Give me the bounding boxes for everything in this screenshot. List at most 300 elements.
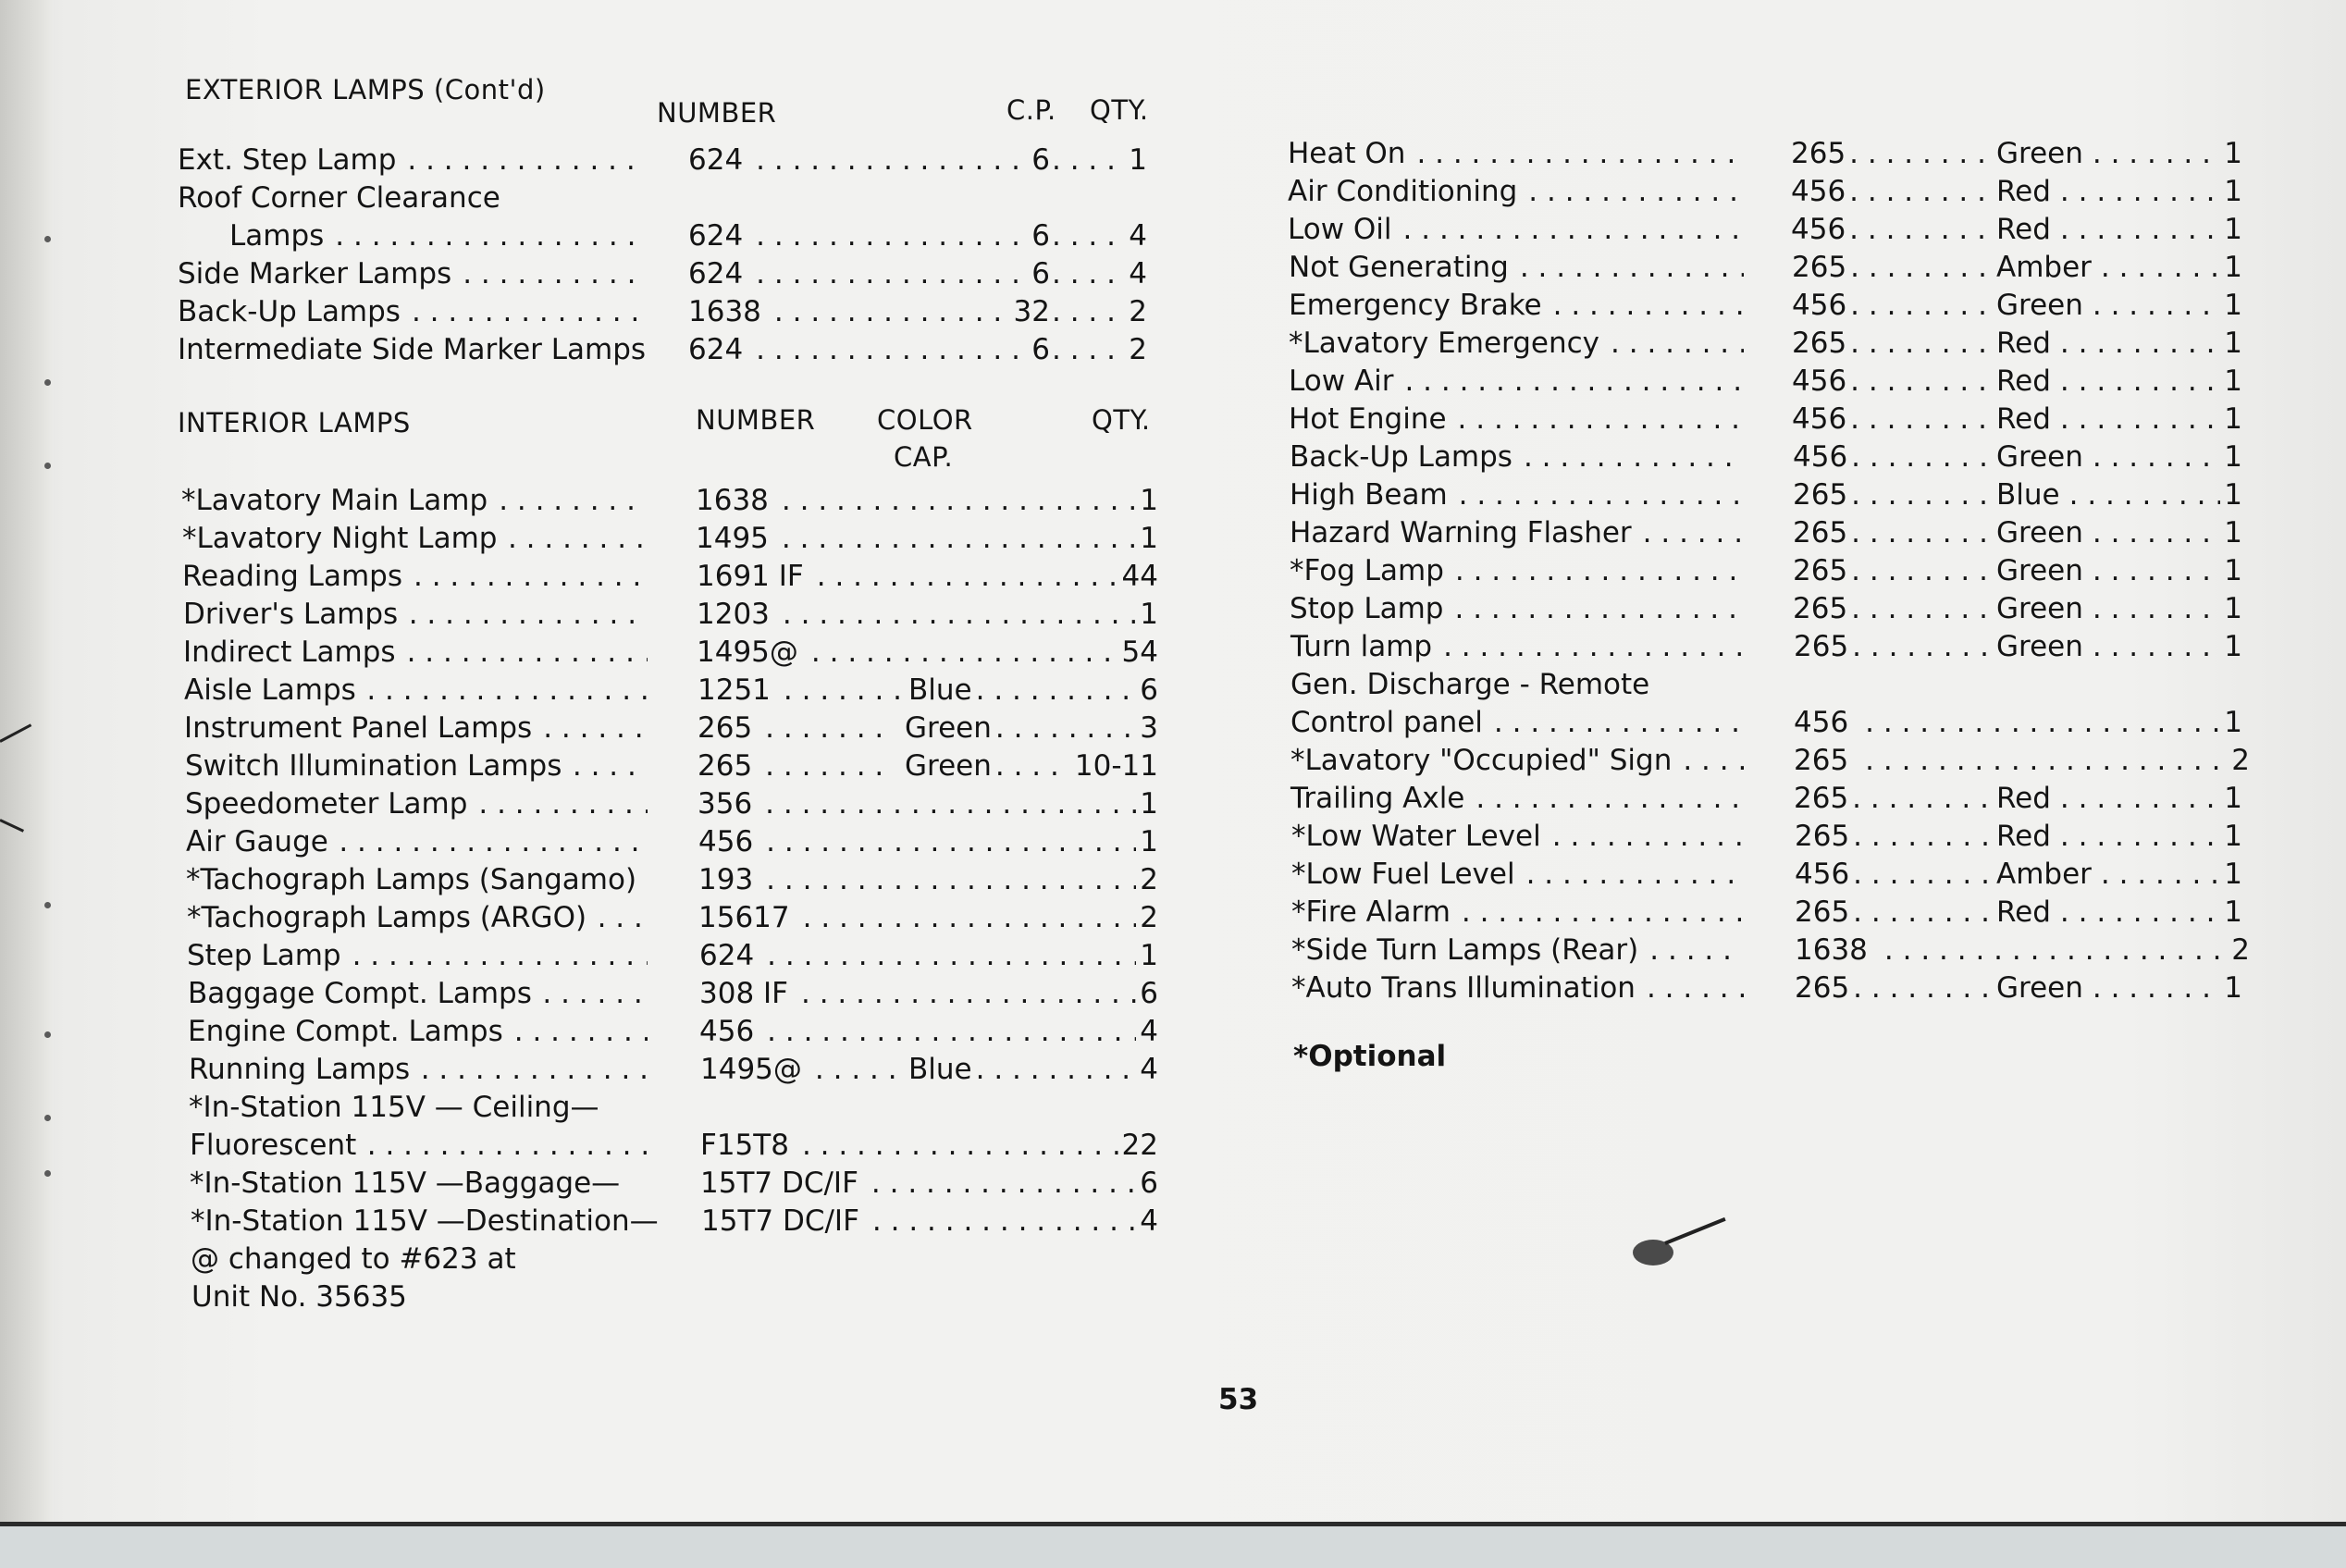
dot-leader <box>1552 817 1744 856</box>
lamp-name: *Lavatory Main Lamp <box>181 484 488 517</box>
indicator-name: *Low Water Level <box>1291 820 1541 853</box>
lamp-name: Indirect Lamps <box>183 636 396 669</box>
indicator-name: Air Conditioning <box>1288 175 1518 208</box>
lamp-quantity: 1 <box>2224 364 2242 398</box>
dot-leader <box>367 1126 648 1165</box>
dot-leader <box>478 784 648 823</box>
exterior-number-header: NUMBER <box>657 97 777 129</box>
binding-hole-mark <box>44 1170 51 1177</box>
indicator-name: Hot Engine <box>1289 402 1447 436</box>
dot-leader <box>1052 141 1125 179</box>
dot-leader <box>2093 438 2220 476</box>
lens-color: Red <box>1996 327 2051 360</box>
dot-leader <box>407 633 648 672</box>
dot-leader <box>1852 627 1994 666</box>
bulb-number: 265 <box>1793 516 1848 549</box>
lamp-quantity: 4 <box>1140 1015 1158 1048</box>
bulb-number: 265 <box>698 711 753 745</box>
lens-color: Blue <box>908 1053 972 1086</box>
lamp-quantity: 6 <box>1140 673 1158 707</box>
dot-leader <box>2069 475 2221 514</box>
page-bottom-edge <box>0 1522 2346 1568</box>
lamp-name: Lamps <box>229 219 325 253</box>
lamp-name: Roof Corner Clearance <box>178 181 500 215</box>
dot-leader <box>1850 248 1994 287</box>
dot-leader <box>2060 893 2220 932</box>
dot-leader <box>802 1126 1118 1165</box>
lamp-quantity: 54 <box>1121 636 1158 669</box>
lamp-quantity: 1 <box>2224 895 2242 929</box>
dot-leader <box>1494 703 1744 742</box>
lamp-quantity: 1 <box>2224 554 2242 587</box>
dot-leader <box>352 936 648 975</box>
lamp-quantity: 44 <box>1121 560 1158 593</box>
lens-color: Red <box>1996 364 2051 398</box>
lamp-name: Ext. Step Lamp <box>178 143 397 177</box>
dot-leader <box>871 1164 1136 1203</box>
indicator-name: *Fire Alarm <box>1291 895 1451 929</box>
dot-leader <box>782 481 1136 520</box>
interior-number-header: NUMBER <box>696 404 816 436</box>
dot-leader <box>1884 931 2228 969</box>
dot-leader <box>1851 551 1994 590</box>
indicator-name: Turn lamp <box>1290 630 1433 663</box>
lamp-name: *Lavatory Night Lamp <box>182 522 498 555</box>
dot-leader <box>1853 855 1994 894</box>
lamp-name: Side Marker Lamps <box>178 257 452 290</box>
indicator-name: Hazard Warning Flasher <box>1290 516 1632 549</box>
lamp-name: Intermediate Side Marker Lamps <box>178 333 647 366</box>
exterior-qty-header: QTY. <box>1090 94 1149 126</box>
binding-hole-mark <box>44 236 51 242</box>
bulb-number: 1638 <box>1795 933 1868 967</box>
indicator-name: High Beam <box>1290 478 1448 512</box>
bulb-number: 456 <box>699 1015 755 1048</box>
bulb-number: 1638 <box>688 295 761 328</box>
dot-leader <box>339 822 648 861</box>
bulb-number: 193 <box>698 863 754 896</box>
dot-leader <box>801 974 1136 1013</box>
lamp-quantity: 1 <box>1140 787 1158 821</box>
bulb-number: 624 <box>688 143 744 177</box>
bulb-number: 265 <box>1794 744 1849 777</box>
lamp-quantity: 2 <box>2231 933 2250 967</box>
dot-leader <box>2093 513 2220 552</box>
dot-leader <box>366 671 648 710</box>
dot-leader <box>766 860 1136 899</box>
lamp-quantity: 1 <box>2224 251 2242 284</box>
lamp-quantity: 1 <box>1129 143 1147 177</box>
dot-leader <box>2060 172 2220 211</box>
lamp-quantity: 2 <box>2231 744 2250 777</box>
lens-color: Amber <box>1996 858 2092 891</box>
lamp-quantity: 1 <box>1140 939 1158 972</box>
dot-leader <box>412 292 638 331</box>
bulb-number: 456 <box>1792 364 1847 398</box>
indicator-name: Gen. Discharge - Remote <box>1290 668 1650 701</box>
binding-hole-mark <box>44 1115 51 1121</box>
dot-leader <box>2060 400 2220 438</box>
lamp-quantity: 1 <box>1140 598 1158 631</box>
dot-leader <box>1850 362 1994 401</box>
lamp-quantity: 10-11 <box>1074 749 1158 783</box>
dot-leader <box>2101 248 2220 287</box>
lens-color: Green <box>1996 440 2083 474</box>
bulb-number: 15T7 DC/IF <box>701 1204 859 1238</box>
dot-leader <box>817 557 1118 596</box>
lens-color: Red <box>1996 402 2051 436</box>
bulb-number: 1203 <box>697 598 770 631</box>
lamp-name: Air Gauge <box>186 825 328 858</box>
dot-leader <box>811 633 1118 672</box>
dot-leader <box>508 519 648 558</box>
lamp-quantity: 1 <box>2224 289 2242 322</box>
lamp-quantity: 1 <box>2224 630 2242 663</box>
dot-leader <box>2093 134 2220 173</box>
dot-leader <box>1553 286 1744 325</box>
lamp-quantity: 2 <box>1129 295 1147 328</box>
lens-color: Red <box>1996 213 2051 246</box>
bulb-number: 265 <box>1791 137 1846 170</box>
dot-leader <box>2093 286 2220 325</box>
indicator-name: Back-Up Lamps <box>1290 440 1513 474</box>
dot-leader <box>463 254 638 293</box>
bulb-number: 1495@ <box>700 1053 802 1086</box>
dot-leader <box>756 216 1028 255</box>
candle-power: 6 <box>1031 257 1050 290</box>
lamp-name: Instrument Panel Lamps <box>184 711 533 745</box>
indicator-name: *Fog Lamp <box>1290 554 1444 587</box>
dot-leader <box>782 519 1136 558</box>
lamp-quantity: 1 <box>2224 782 2242 815</box>
bulb-number: 456 <box>1792 289 1847 322</box>
dot-leader <box>1403 210 1744 249</box>
lamp-quantity: 1 <box>1140 484 1158 517</box>
dot-leader <box>2060 210 2220 249</box>
indicator-name: Heat On <box>1288 137 1406 170</box>
dot-leader <box>1052 330 1125 369</box>
dot-leader <box>573 747 648 785</box>
dot-leader <box>543 709 648 747</box>
interior-qty-header: QTY. <box>1092 404 1151 436</box>
lamp-quantity: 1 <box>2224 137 2242 170</box>
bulb-number: 1691 IF <box>697 560 804 593</box>
dot-leader <box>976 1050 1137 1089</box>
dot-leader <box>2060 362 2220 401</box>
dot-leader <box>774 292 1010 331</box>
dot-leader <box>1611 324 1744 363</box>
dot-leader <box>767 1012 1136 1051</box>
dot-leader <box>872 1202 1136 1241</box>
bulb-number: 456 <box>1795 858 1850 891</box>
lamp-name: Reading Lamps <box>182 560 402 593</box>
binding-hole-mark <box>44 902 51 908</box>
lamp-quantity: 1 <box>2224 820 2242 853</box>
lens-color: Green <box>1996 137 2083 170</box>
lamp-quantity: 4 <box>1140 1204 1158 1238</box>
dot-leader <box>335 216 638 255</box>
dot-leader <box>765 784 1136 823</box>
dot-leader <box>1850 400 1994 438</box>
lamp-quantity: 1 <box>1140 825 1158 858</box>
dot-leader <box>1853 969 1994 1007</box>
lens-color: Green <box>905 749 992 783</box>
binding-spine <box>0 0 54 1522</box>
dot-leader <box>995 709 1136 747</box>
lamp-quantity: 1 <box>2224 516 2242 549</box>
lamp-name: *In-Station 115V — Ceiling— <box>189 1091 599 1124</box>
lens-color: Red <box>1996 782 2051 815</box>
lamp-quantity: 4 <box>1129 219 1147 253</box>
dot-leader <box>1850 286 1994 325</box>
exterior-section-title: EXTERIOR LAMPS (Cont'd) <box>185 74 546 105</box>
dot-leader <box>1851 438 1994 476</box>
dot-leader <box>1649 931 1744 969</box>
dot-leader <box>2060 817 2220 856</box>
dot-leader <box>1528 172 1744 211</box>
lamp-quantity: 1 <box>2224 213 2242 246</box>
dot-leader <box>414 557 648 596</box>
bulb-number: 624 <box>688 219 744 253</box>
lamp-quantity: 1 <box>2224 971 2242 1005</box>
lens-color: Green <box>1996 554 2083 587</box>
bulb-number: 624 <box>688 333 744 366</box>
lamp-name: *Tachograph Lamps (ARGO) <box>187 901 587 934</box>
dot-leader <box>756 254 1028 293</box>
bulb-number: 308 IF <box>699 977 788 1010</box>
dot-leader <box>1476 779 1744 818</box>
indicator-name: Low Air <box>1289 364 1394 398</box>
indicator-name: Trailing Axle <box>1290 782 1465 815</box>
dot-leader <box>1455 551 1744 590</box>
dot-leader <box>2093 969 2220 1007</box>
dot-leader <box>1524 438 1744 476</box>
lamp-quantity: 1 <box>2224 440 2242 474</box>
dot-leader <box>1643 513 1744 552</box>
bulb-number: 456 <box>1791 213 1846 246</box>
indicator-name: Low Oil <box>1288 213 1392 246</box>
dot-leader <box>756 141 1028 179</box>
bulb-number: 1251 <box>698 673 771 707</box>
dot-leader <box>421 1050 648 1089</box>
lamp-name: Unit No. 35635 <box>191 1280 407 1314</box>
bulb-number: 356 <box>698 787 753 821</box>
lamp-name: Back-Up Lamps <box>178 295 401 328</box>
indicator-name: *Side Turn Lamps (Rear) <box>1291 933 1639 967</box>
lens-color: Red <box>1996 175 2051 208</box>
bulb-number: 456 <box>698 825 754 858</box>
lens-color: Blue <box>908 673 972 707</box>
dot-leader <box>1404 362 1744 401</box>
dot-leader <box>1052 254 1125 293</box>
dot-leader <box>1683 741 1744 780</box>
lamp-quantity: 1 <box>2224 402 2242 436</box>
lamp-quantity: 2 <box>1140 901 1158 934</box>
lamp-quantity: 1 <box>1140 522 1158 555</box>
indicator-name: *Lavatory "Occupied" Sign <box>1290 744 1673 777</box>
bulb-number: 456 <box>1791 175 1846 208</box>
bulb-number: 265 <box>1793 554 1848 587</box>
bulb-number: 1495 <box>696 522 769 555</box>
lamp-name: *In-Station 115V —Baggage— <box>190 1167 621 1200</box>
lamp-name: Speedometer Lamp <box>185 787 468 821</box>
bulb-number: 265 <box>1793 592 1848 625</box>
bulb-number: 624 <box>688 257 744 290</box>
lamp-quantity: 22 <box>1121 1129 1158 1162</box>
dot-leader <box>1853 817 1994 856</box>
candle-power: 6 <box>1031 219 1050 253</box>
dot-leader <box>1462 893 1744 932</box>
lens-color: Red <box>1996 820 2051 853</box>
bulb-number: 15T7 DC/IF <box>700 1167 858 1200</box>
lamp-quantity: 6 <box>1140 1167 1158 1200</box>
interior-section-title: INTERIOR LAMPS <box>178 407 411 438</box>
dot-leader <box>2093 589 2220 628</box>
lamp-quantity: 1 <box>2224 858 2242 891</box>
bulb-number: 265 <box>1795 971 1850 1005</box>
lamp-name: Aisle Lamps <box>184 673 356 707</box>
dot-leader <box>1520 248 1744 287</box>
dot-leader <box>2093 627 2220 666</box>
dot-leader <box>2093 551 2220 590</box>
lamp-quantity: 4 <box>1140 1053 1158 1086</box>
lamp-name: *In-Station 115V —Destination— <box>191 1204 659 1238</box>
dot-leader <box>1850 324 1994 363</box>
candle-power: 32 <box>1013 295 1050 328</box>
dot-leader <box>1865 741 2228 780</box>
dot-leader <box>976 671 1137 710</box>
lens-color: Green <box>1996 516 2083 549</box>
bulb-number: 265 <box>1794 630 1849 663</box>
bulb-number: 15617 <box>698 901 790 934</box>
dot-leader <box>1416 134 1744 173</box>
lamp-name: Switch Illumination Lamps <box>185 749 562 783</box>
dot-leader <box>1851 513 1994 552</box>
bulb-number: 456 <box>1793 440 1848 474</box>
dot-leader <box>995 747 1071 785</box>
bulb-number: 1638 <box>696 484 769 517</box>
lamp-name: Baggage Compt. Lamps <box>188 977 532 1010</box>
lamp-quantity: 1 <box>2224 327 2242 360</box>
dot-leader <box>1849 210 1994 249</box>
lens-color: Green <box>1996 289 2083 322</box>
dot-leader <box>767 936 1136 975</box>
bulb-number: 265 <box>1793 478 1848 512</box>
dot-leader <box>766 822 1136 861</box>
candle-power: 6 <box>1031 333 1050 366</box>
lens-color: Green <box>1996 592 2083 625</box>
dot-leader <box>1526 855 1744 894</box>
indicator-name: Control panel <box>1290 706 1483 739</box>
dot-leader <box>1443 627 1744 666</box>
binding-hole-mark <box>44 1031 51 1038</box>
bulb-number: 265 <box>1794 782 1849 815</box>
indicator-name: *Low Fuel Level <box>1291 858 1515 891</box>
dot-leader <box>514 1012 648 1051</box>
bulb-number: 624 <box>699 939 755 972</box>
bulb-number: 456 <box>1792 402 1847 436</box>
lamp-quantity: 1 <box>2224 592 2242 625</box>
binding-hole-mark <box>44 379 51 386</box>
dot-leader <box>1852 779 1994 818</box>
lens-color: Amber <box>1996 251 2092 284</box>
lamp-quantity: 1 <box>2224 706 2242 739</box>
lens-color: Green <box>1996 971 2083 1005</box>
dot-leader <box>765 709 895 747</box>
indicator-name: Emergency Brake <box>1289 289 1542 322</box>
dot-leader <box>409 595 648 634</box>
bulb-number: 265 <box>1795 895 1850 929</box>
dot-leader <box>1851 475 1994 514</box>
lens-color: Blue <box>1996 478 2060 512</box>
lens-color: Green <box>1996 630 2083 663</box>
interior-color-header: COLOR <box>877 404 973 436</box>
page-number: 53 <box>1218 1383 1259 1416</box>
dot-leader <box>756 330 1028 369</box>
bulb-number: 1495@ <box>697 636 798 669</box>
dot-leader <box>542 974 648 1013</box>
dot-leader <box>1647 969 1744 1007</box>
bulb-number: 265 <box>1795 820 1850 853</box>
dot-leader <box>1853 893 1994 932</box>
binding-hole-mark <box>44 463 51 469</box>
interior-cap-header: CAP. <box>894 441 954 473</box>
indicator-name: *Auto Trans Illumination <box>1291 971 1636 1005</box>
lamp-name: Step Lamp <box>187 939 341 972</box>
dot-leader <box>407 141 638 179</box>
dot-leader <box>1849 172 1994 211</box>
bulb-number: 265 <box>698 749 753 783</box>
bulb-number: 456 <box>1794 706 1849 739</box>
dot-leader <box>783 595 1136 634</box>
bulb-number: 265 <box>1792 327 1847 360</box>
dot-leader <box>1459 475 1744 514</box>
lamp-name: Engine Compt. Lamps <box>188 1015 503 1048</box>
dot-leader <box>765 747 895 785</box>
lamp-quantity: 4 <box>1129 257 1147 290</box>
lamp-name: Running Lamps <box>189 1053 411 1086</box>
candle-power: 6 <box>1031 143 1050 177</box>
dot-leader <box>803 898 1137 937</box>
lamp-name: Driver's Lamps <box>183 598 399 631</box>
lamp-quantity: 2 <box>1129 333 1147 366</box>
bulb-number: F15T8 <box>700 1129 789 1162</box>
indicator-name: Not Generating <box>1289 251 1509 284</box>
dot-leader <box>1052 216 1125 255</box>
indicator-name: *Lavatory Emergency <box>1289 327 1600 360</box>
exterior-cp-header: C.P. <box>1006 94 1056 126</box>
lamp-name: @ changed to #623 at <box>191 1242 516 1276</box>
dot-leader <box>2101 855 2220 894</box>
lamp-quantity: 1 <box>2224 478 2242 512</box>
dot-leader <box>815 1050 899 1089</box>
lens-color: Green <box>905 711 992 745</box>
lamp-quantity: 6 <box>1140 977 1158 1010</box>
dot-leader <box>1454 589 1744 628</box>
dot-leader <box>1849 134 1994 173</box>
lamp-name: Fluorescent <box>190 1129 357 1162</box>
dot-leader <box>2060 779 2220 818</box>
dot-leader <box>1052 292 1125 331</box>
dot-leader <box>598 898 648 937</box>
bulb-number: 265 <box>1792 251 1847 284</box>
dot-leader <box>499 481 648 520</box>
dot-leader <box>1458 400 1744 438</box>
lamp-quantity: 1 <box>2224 175 2242 208</box>
dot-leader <box>1851 589 1994 628</box>
dot-leader <box>2060 324 2220 363</box>
lens-color: Red <box>1996 895 2051 929</box>
